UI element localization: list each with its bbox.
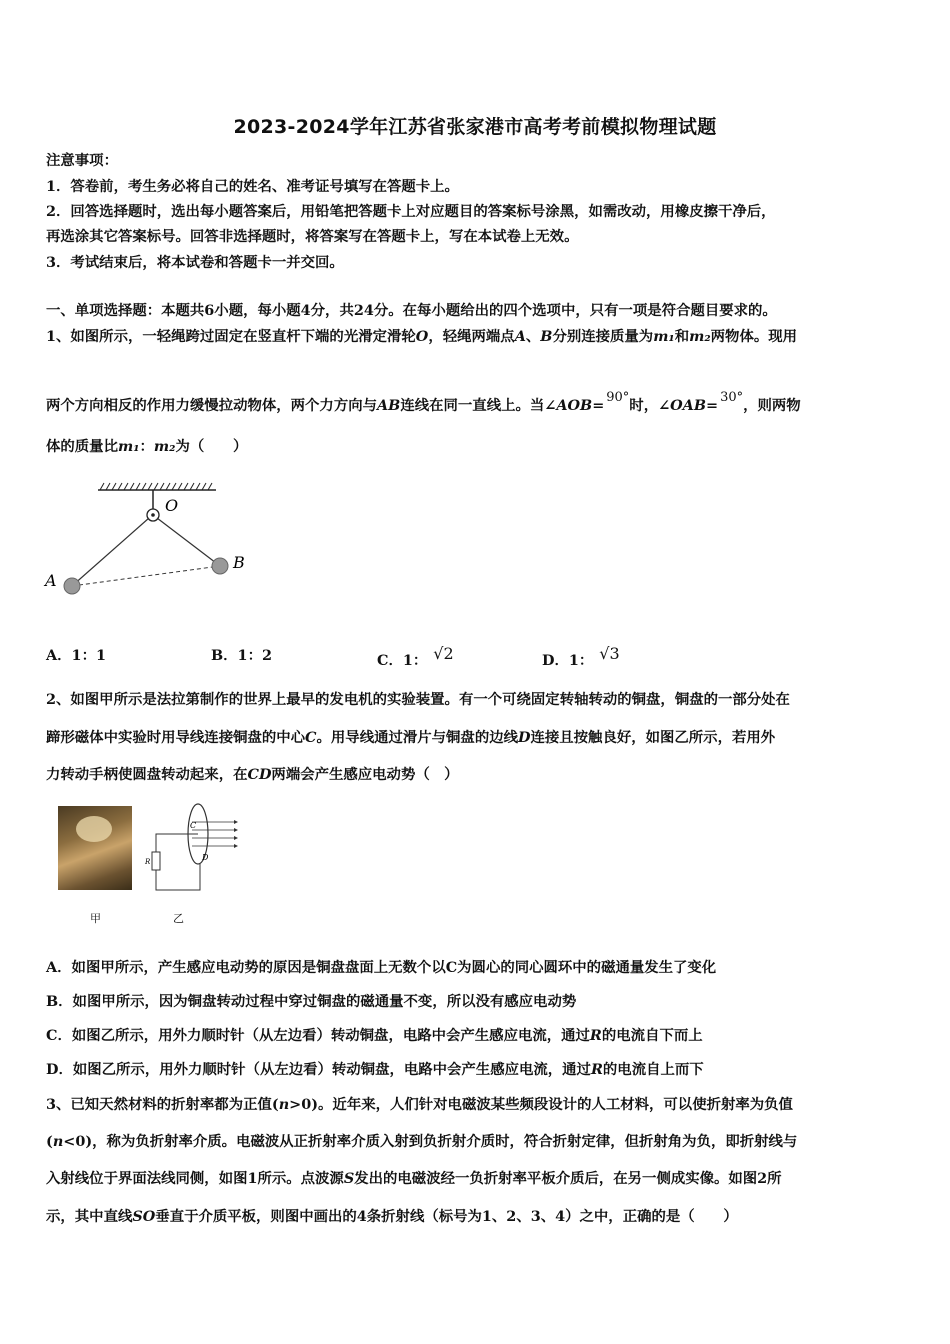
q1-line-1: 1、如图所示，一轻绳跨过固定在竖直杆下端的光滑定滑轮O，轻绳两端点A、B分别连接质量为m₁和m₂两物体。现用 bbox=[46, 328, 798, 345]
q2-line-1: 2、如图甲所示是法拉第制作的世界上最早的发电机的实验装置。有一个可绕固定转轴转动的铜盘，铜盘的一部分处在 bbox=[46, 691, 790, 708]
section-heading: 一、单项选择题：本题共6小题，每小题4分，共24分。在每小题给出的四个选项中，只有一项是符合题目要求的。 bbox=[46, 302, 777, 319]
ball-A bbox=[64, 578, 80, 594]
q2-option-b[interactable]: B．如图甲所示，因为铜盘转动过程中穿过铜盘的磁通量不变，所以没有感应电动势 bbox=[46, 993, 577, 1010]
ceiling-hatch bbox=[100, 483, 212, 490]
wire-bottom bbox=[156, 864, 200, 890]
q3-line-1: 3、已知天然材料的折射率都为正值(n>0)。近年来，人们针对电磁波某些频段设计的人工材料，可以使折射率为负值 bbox=[46, 1096, 793, 1113]
notice-line-1: 1．答卷前，考生务必将自己的姓名、准考证号填写在答题卡上。 bbox=[46, 178, 459, 195]
notice-line-2a: 2．回答选择题时，选出每小题答案后，用铅笔把答题卡上对应题目的答案标号涂黑，如需改动，用橡皮擦干净后， bbox=[46, 203, 776, 220]
q2-line-3: 力转动手柄使圆盘转动起来，在CD两端会产生感应电动势（ ） bbox=[46, 766, 459, 783]
notice-line-2b: 再选涂其它答案标号。回答非选择题时，将答案写在答题卡上，写在本试卷上无效。 bbox=[46, 228, 579, 245]
rope-OB bbox=[157, 518, 220, 566]
label-C: C bbox=[190, 821, 197, 830]
q2-circuit-figure bbox=[142, 802, 242, 894]
notice-line-3: 3．考试结束后，将本试卷和答题卡一并交回。 bbox=[46, 254, 344, 271]
q1-option-a[interactable]: A．1：1 bbox=[46, 647, 106, 664]
q2-option-a[interactable]: A．如图甲所示，产生感应电动势的原因是铜盘盘面上无数个以C为圆心的同心圆环中的磁通量发生了变化 bbox=[46, 959, 717, 976]
q3-line-4: 示，其中直线SO垂直于介质平板，则图中画出的4条折射线（标号为1、2、3、4）之中，正确的是（ ） bbox=[46, 1208, 738, 1225]
ball-B bbox=[212, 558, 228, 574]
caption-jia: 甲 bbox=[90, 912, 101, 925]
caption-yi: 乙 bbox=[173, 912, 184, 925]
page-title: 2023-2024学年江苏省张家港市高考考前模拟物理试题 bbox=[233, 116, 717, 138]
q2-option-c[interactable]: C．如图乙所示，用外力顺时针（从左边看）转动铜盘，电路中会产生感应电流，通过R的电流自下而上 bbox=[46, 1027, 703, 1044]
q3-line-2: (n<0)，称为负折射率介质。电磁波从正折射率介质入射到负折射介质时，符合折射定律，但折射角为负，即折射线与 bbox=[46, 1133, 798, 1150]
q1-option-b[interactable]: B．1：2 bbox=[211, 647, 272, 664]
q2-option-d[interactable]: D．如图乙所示，用外力顺时针（从左边看）转动铜盘，电路中会产生感应电流，通过R的电流自上而下 bbox=[46, 1061, 704, 1078]
resistor bbox=[152, 852, 160, 870]
label-R: R bbox=[145, 858, 151, 866]
q1-line-2: 两个方向相反的作用力缓慢拉动物体，两个力方向与AB连线在同一直线上。当∠AOB= 90°时，∠OAB= 30°，则两物 bbox=[46, 390, 801, 414]
label-A: A bbox=[45, 571, 57, 590]
q3-line-3: 入射线位于界面法线同侧，如图1所示。点波源S发出的电磁波经一负折射率平板介质后，在另一侧成实像。如图2所 bbox=[46, 1170, 782, 1187]
faraday-generator-photo bbox=[58, 806, 132, 890]
label-B: B bbox=[233, 553, 245, 572]
q1-option-d[interactable]: D．1： √3 bbox=[542, 644, 620, 669]
q2-line-2: 蹄形磁体中实验时用导线连接铜盘的中心C。用导线通过滑片与铜盘的边线D连接且按触良好，如图乙所示，若用外 bbox=[46, 729, 776, 746]
notice-heading: 注意事项： bbox=[46, 152, 118, 169]
pulley-axle bbox=[151, 513, 155, 517]
q1-line-3: 体的质量比m₁：m₂为（ ） bbox=[46, 438, 248, 455]
q1-option-c[interactable]: C．1： √2 bbox=[377, 644, 454, 669]
dashed-AB bbox=[72, 566, 220, 586]
rope-OA bbox=[72, 518, 149, 586]
label-O: O bbox=[165, 496, 179, 515]
wire-top bbox=[156, 834, 198, 852]
label-D: D bbox=[202, 853, 209, 862]
q1-figure bbox=[40, 478, 260, 608]
